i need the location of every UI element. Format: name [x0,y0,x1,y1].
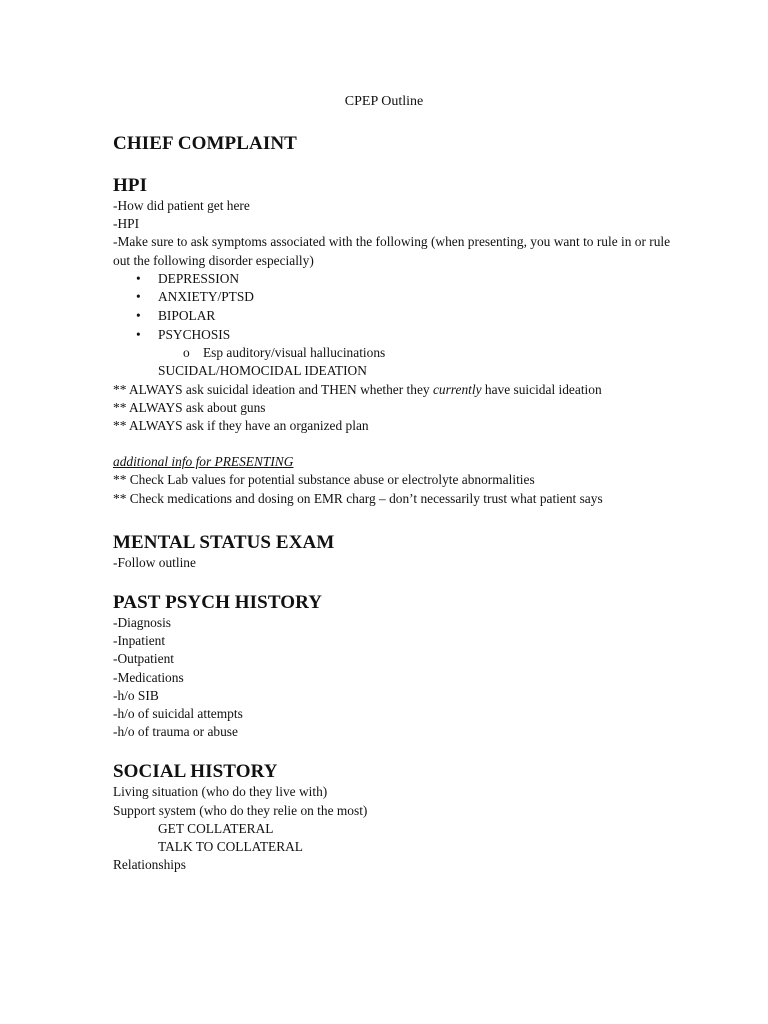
pph-item: -Inpatient [113,633,166,649]
heading-past-psych-history: PAST PSYCH HISTORY [113,592,323,614]
hpi-line: -How did patient get here [113,198,250,213]
social-line: Relationships [113,857,186,873]
hpi-line: -HPI [113,216,140,232]
document-title: CPEP Outline [344,94,424,109]
list-item [113,307,673,326]
note-text: ** ALWAYS ask suicidal ideation and THEN whether they [113,381,433,397]
pph-item: -Outpatient [113,651,174,667]
heading-social-history: SOCIAL HISTORY [113,761,278,783]
symptom-list [113,270,673,344]
indented-item: SUCIDAL/HOMOCIDAL IDEATION [158,363,367,379]
sub-list-item-label: Esp auditory/visual hallucinations [203,345,386,361]
pph-item: -h/o of trauma or abuse [113,724,238,740]
social-line: Support system (who do they relie on the most) [113,802,368,818]
bullet-icon: • [136,270,141,286]
circle-bullet-icon: o [183,345,190,361]
check-note: ** Check Lab values for potential substance abuse or electrolyte abnormalities [113,472,535,488]
pph-item: -Medications [113,669,184,685]
list-item-label: DEPRESSION [158,270,240,286]
bullet-icon: • [136,289,141,305]
list-item [113,288,673,307]
heading-hpi: HPI [113,175,148,196]
list-item [113,270,673,289]
list-item-label: ANXIETY/PTSD [158,289,254,305]
check-note: ** Check medications and dosing on EMR charg – don’t necessarily trust what patient says [113,490,603,506]
hpi-note: ** ALWAYS ask about guns [113,399,266,415]
list-item-label: PSYCHOSIS [158,326,231,342]
list-item [113,326,673,345]
bullet-icon: • [136,326,141,342]
document-body [113,93,673,874]
indented-item: TALK TO COLLATERAL [158,839,303,855]
bullet-icon: • [136,308,141,323]
pph-item: -Diagnosis [113,615,172,631]
mse-line: -Follow outline [113,554,196,570]
hpi-note [113,381,673,399]
indented-item: GET COLLATERAL [158,820,274,836]
pph-item: -h/o of suicidal attempts [113,706,243,722]
hpi-line: -Make sure to ask symptoms associated with the following (when presenting, you want to rule in or rule out the following disorder especially) [113,234,671,268]
additional-info-label: additional info for PRESENTING [113,454,294,470]
note-emphasis: currently [432,381,482,397]
heading-mental-status-exam: MENTAL STATUS EXAM [113,531,335,553]
sub-list-item [113,344,673,362]
list-item-label: BIPOLAR [158,308,216,323]
social-line: Living situation (who do they live with) [113,784,328,800]
pph-item: -h/o SIB [113,687,159,703]
hpi-note: ** ALWAYS ask if they have an organized plan [113,418,369,433]
heading-chief-complaint: CHIEF COMPLAINT [113,133,297,154]
note-text: have suicidal ideation [481,381,602,397]
